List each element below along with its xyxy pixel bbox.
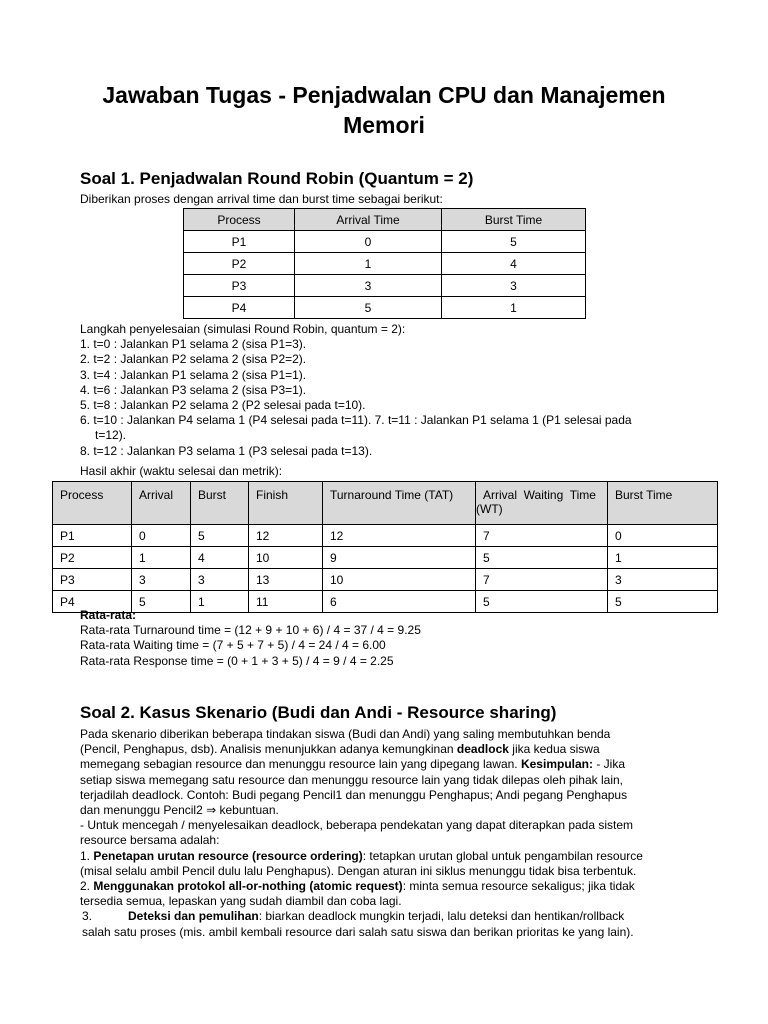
table-cell: 1 (442, 297, 586, 319)
col-header: Process (53, 482, 132, 525)
paragraph-line: resource bersama adalah: (80, 833, 220, 848)
col-header: Arrival (132, 482, 191, 525)
table-cell: 0 (608, 525, 718, 547)
table-cell: 1 (295, 253, 442, 275)
table-cell: 4 (191, 547, 249, 569)
table-cell: P1 (53, 525, 132, 547)
table-cell: 3 (295, 275, 442, 297)
table-cell: 13 (249, 569, 323, 591)
list-item (80, 909, 700, 924)
table-cell: P1 (184, 231, 295, 253)
paragraph-line: (misal selalu ambil Pencil dulu lalu Penghapus). Dengan aturan ini siklus menunggu tidak bisa terbentuk. (80, 863, 637, 878)
table-row (184, 253, 586, 275)
col-header: Burst Time (442, 209, 586, 231)
table-cell: 5 (295, 297, 442, 319)
steps-title: Langkah penyelesaian (simulasi Round Robin, quantum = 2): (80, 322, 406, 336)
table-cell: 12 (249, 525, 323, 547)
paragraph-line: tersedia semua, lepaskan yang sudah diambil dan coba lagi. (80, 894, 402, 909)
soal1-heading: Soal 1. Penjadwalan Round Robin (Quantum = 2) (80, 169, 474, 188)
text: memegang sebagian resource dan menunggu resource lain yang dipegang lawan. (80, 757, 521, 772)
result-title: Hasil akhir (waktu selesai dan metrik): (80, 464, 283, 478)
col-header-waiting-time (476, 482, 608, 525)
table-cell: 5 (442, 231, 586, 253)
table-cell: 1 (608, 547, 718, 569)
list-item: 4. t=6 : Jalankan P3 selama 2 (sisa P3=1). (80, 382, 307, 397)
table-cell: P4 (184, 297, 295, 319)
table-cell: 0 (132, 525, 191, 547)
table-cell: P3 (53, 569, 132, 591)
table-cell: 7 (476, 569, 608, 591)
conclusion-label: Kesimpulan: (520, 757, 593, 772)
list-item: 6. t=10 : Jalankan P4 selama 1 (P4 selesai pada t=11). 7. t=11 : Jalankan P1 selama 1 (P1 selesai pada (80, 413, 632, 428)
table-cell: 3 (191, 569, 249, 591)
steps-list (80, 322, 680, 459)
table-cell: 3 (442, 275, 586, 297)
table-cell: 10 (249, 547, 323, 569)
col-header: Finish (249, 482, 323, 525)
table-cell: P2 (184, 253, 295, 275)
text: : biarkan deadlock mungkin terjadi, lalu deteksi dan hentikan/rollback (258, 909, 625, 924)
paragraph-line (80, 742, 700, 757)
col-header: Process (184, 209, 295, 231)
table-cell: 4 (442, 253, 586, 275)
table-cell: P3 (184, 275, 295, 297)
table-header-row (184, 209, 586, 231)
col-header-line: (WT) (476, 502, 503, 516)
text: (Pencil, Penghapus, dsb). Analisis menunjukkan adanya kemungkinan (80, 742, 457, 757)
page-title: Jawaban Tugas - Penjadwalan CPU dan Manajemen Memori (102, 82, 666, 138)
table-cell: 5 (608, 591, 718, 613)
list-item: 1. t=0 : Jalankan P1 selama 2 (sisa P1=3). (80, 337, 307, 352)
table-row (53, 569, 718, 591)
paragraph-line: dan menunggu Pencil2 ⇒ kebuntuan. (80, 803, 279, 818)
average-line: Rata-rata Waiting time = (7 + 5 + 7 + 5) / 4 = 24 / 4 = 6.00 (80, 638, 386, 653)
table-row (53, 547, 718, 569)
table-row (184, 275, 586, 297)
text: jika kedua siswa (508, 742, 600, 757)
table-cell: 5 (476, 591, 608, 613)
item-title: Deteksi dan pemulihan (128, 909, 259, 924)
paragraph-line: salah satu proses (mis. ambil kembali resource dari salah satu siswa dan berikan prioritas ke yang lain). (82, 924, 634, 939)
averages-title: Rata-rata: (80, 608, 137, 622)
list-item: 8. t=12 : Jalankan P3 selama 1 (P3 selesai pada t=13). (80, 443, 373, 458)
table-cell: 9 (323, 547, 476, 569)
averages (80, 608, 680, 669)
text: 1. (80, 848, 94, 863)
text: : minta semua resource sekaligus; jika tidak (402, 879, 635, 894)
table-cell: 3 (132, 569, 191, 591)
soal1-intro: Diberikan proses dengan arrival time dan burst time sebagai berikut: (80, 192, 443, 206)
text: 3. (82, 909, 93, 924)
col-header: Burst (191, 482, 249, 525)
table-cell: 11 (249, 591, 323, 613)
table-cell: P2 (53, 547, 132, 569)
table-cell: 1 (191, 591, 249, 613)
table-cell: 5 (191, 525, 249, 547)
table-cell: P4 (53, 591, 132, 613)
list-item (80, 879, 700, 894)
col-header: Turnaround Time (TAT) (323, 482, 476, 525)
item-title: Menggunakan protokol all-or-nothing (atomic request) (93, 879, 403, 894)
text: : tetapkan urutan global untuk pengambilan resource (362, 848, 643, 863)
table-row (53, 525, 718, 547)
list-item (80, 849, 700, 864)
table-row (184, 231, 586, 253)
soal2-heading: Soal 2. Kasus Skenario (Budi dan Andi - Resource sharing) (80, 703, 557, 722)
arrival-burst-table (183, 208, 586, 319)
paragraph-line: - Untuk mencegah / menyelesaikan deadlock, beberapa pendekatan yang dapat diterapkan pada sistem (80, 818, 634, 833)
col-header: Burst Time (608, 482, 718, 525)
table-cell: 6 (323, 591, 476, 613)
text: 2. (80, 879, 94, 894)
paragraph-line: Pada skenario diberikan beberapa tindakan siswa (Budi dan Andi) yang saling membutuhkan benda (80, 727, 611, 741)
col-header: Arrival Time (295, 209, 442, 231)
item-title: Penetapan urutan resource (resource ordering) (93, 848, 363, 863)
table-cell: 12 (323, 525, 476, 547)
list-item: 3. t=4 : Jalankan P1 selama 2 (sisa P1=1). (80, 367, 307, 382)
table-cell: 3 (608, 569, 718, 591)
paragraph-line (80, 757, 700, 772)
table-cell: 1 (132, 547, 191, 569)
paragraph-line: setiap siswa memegang satu resource dan menunggu resource lain yang tidak dilepas oleh pihak lain, (80, 772, 623, 787)
table-cell: 5 (476, 547, 608, 569)
list-item-continuation: t=12). (95, 428, 127, 443)
list-item: 5. t=8 : Jalankan P2 selama 2 (P2 selesai pada t=10). (80, 398, 366, 413)
soal2-body (80, 727, 700, 940)
list-item: 2. t=2 : Jalankan P2 selama 2 (sisa P2=2). (80, 352, 307, 367)
result-table (52, 481, 718, 613)
table-cell: 7 (476, 525, 608, 547)
text: - Jika (592, 757, 625, 772)
average-line: Rata-rata Response time = (0 + 1 + 3 + 5) / 4 = 9 / 4 = 2.25 (80, 653, 394, 668)
table-row (184, 297, 586, 319)
table-cell: 0 (295, 231, 442, 253)
table-cell: 10 (323, 569, 476, 591)
paragraph-line: terjadilah deadlock. Contoh: Budi pegang Pencil1 dan menunggu Penghapus; Andi pegang Penghapus (80, 787, 628, 802)
deadlock-term: deadlock (456, 742, 509, 757)
table-cell: 5 (132, 591, 191, 613)
col-header-line: Arrival Waiting Time (483, 488, 596, 502)
table-header-row (53, 482, 718, 525)
average-line: Rata-rata Turnaround time = (12 + 9 + 10 + 6) / 4 = 37 / 4 = 9.25 (80, 623, 421, 638)
